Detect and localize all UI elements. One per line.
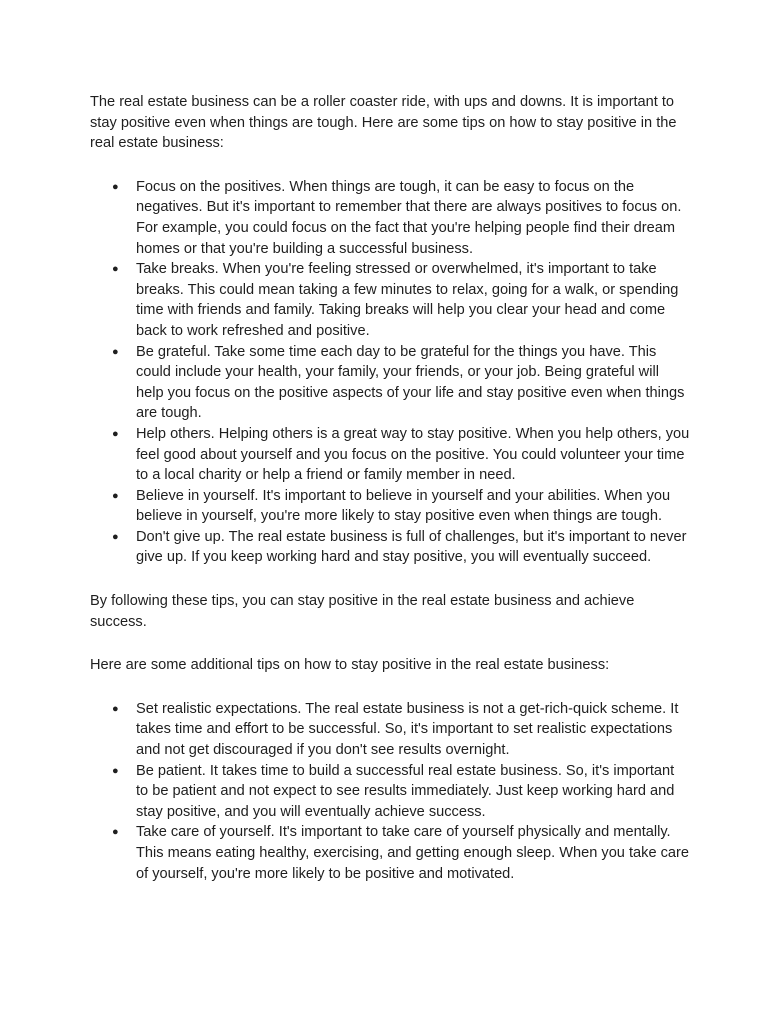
list-item-text: Be grateful. Take some time each day to be grateful for the things you have. This could include your health, your family, your friends, or your job. Being grateful will help you focus on the positive aspects of your life and stay positive even when things are tough. (136, 343, 685, 422)
additional-intro-paragraph: Here are some additional tips on how to stay positive in the real estate business: (90, 657, 610, 674)
intro-paragraph: The real estate business can be a roller coaster ride, with ups and downs. It is important to stay positive even when things are tough. Here are some tips on how to stay positive in the real estate business: (90, 94, 677, 152)
list-item (90, 177, 690, 259)
bullet-icon: ● (112, 764, 119, 777)
bullet-icon: ● (112, 263, 119, 276)
bullet-icon: ● (112, 345, 119, 358)
bullet-icon: ● (112, 530, 119, 543)
bullet-icon: ● (112, 489, 119, 502)
tips-list (90, 177, 690, 568)
bullet-icon: ● (112, 180, 119, 193)
additional-tips-list (90, 699, 690, 884)
list-item (90, 761, 690, 823)
list-item-text: Believe in yourself. It's important to believe in yourself and your abilities. When you believe in yourself, you're more likely to stay positive even when things are tough. (136, 487, 671, 525)
list-item (90, 486, 690, 527)
list-item-text: Take breaks. When you're feeling stressed or overwhelmed, it's important to take breaks. This could mean taking a few minutes to relax, going for a walk, or spending time with friends and family. Taking breaks will help you clear your head and come back to work refreshed and positive. (136, 261, 679, 339)
list-item-text: Set realistic expectations. The real estate business is not a get-rich-quick scheme. It takes time and effort to be successful. So, it's important to set realistic expectations and not get discouraged if you don't see results overnight. (136, 700, 679, 759)
document-page (90, 92, 690, 884)
list-item-text: Be patient. It takes time to build a successful real estate business. So, it's important to be patient and not expect to see results immediately. Just keep working hard and stay positive, and you will eventually achieve success. (136, 762, 675, 820)
list-item (90, 259, 690, 341)
list-item-text: Don't give up. The real estate business is full of challenges, but it's important to never give up. If you keep working hard and stay positive, you will eventually succeed. (136, 528, 687, 566)
list-item (90, 342, 690, 424)
bullet-icon: ● (112, 826, 119, 839)
bullet-icon: ● (112, 427, 119, 440)
conclusion-paragraph: By following these tips, you can stay positive in the real estate business and achieve success. (90, 593, 635, 630)
list-item (90, 822, 690, 884)
list-item-text: Help others. Helping others is a great way to stay positive. When you help others, you feel good about yourself and you focus on the positive. You could volunteer your time to a local charity or help a friend or family member in need. (136, 425, 690, 484)
list-item-text: Take care of yourself. It's important to take care of yourself physically and mentally. This means eating healthy, exercising, and getting enough sleep. When you take care of yourself, you're more likely to be positive and motivated. (136, 824, 690, 882)
list-item (90, 424, 690, 486)
list-item-text: Focus on the positives. When things are tough, it can be easy to focus on the negatives. But it's important to remember that there are always positives to focus on. For example, you could focus on the fact that you're helping people find their dream homes or that you're building a successful business. (136, 178, 682, 257)
list-item (90, 699, 690, 761)
list-item (90, 527, 690, 568)
bullet-icon: ● (112, 702, 119, 715)
